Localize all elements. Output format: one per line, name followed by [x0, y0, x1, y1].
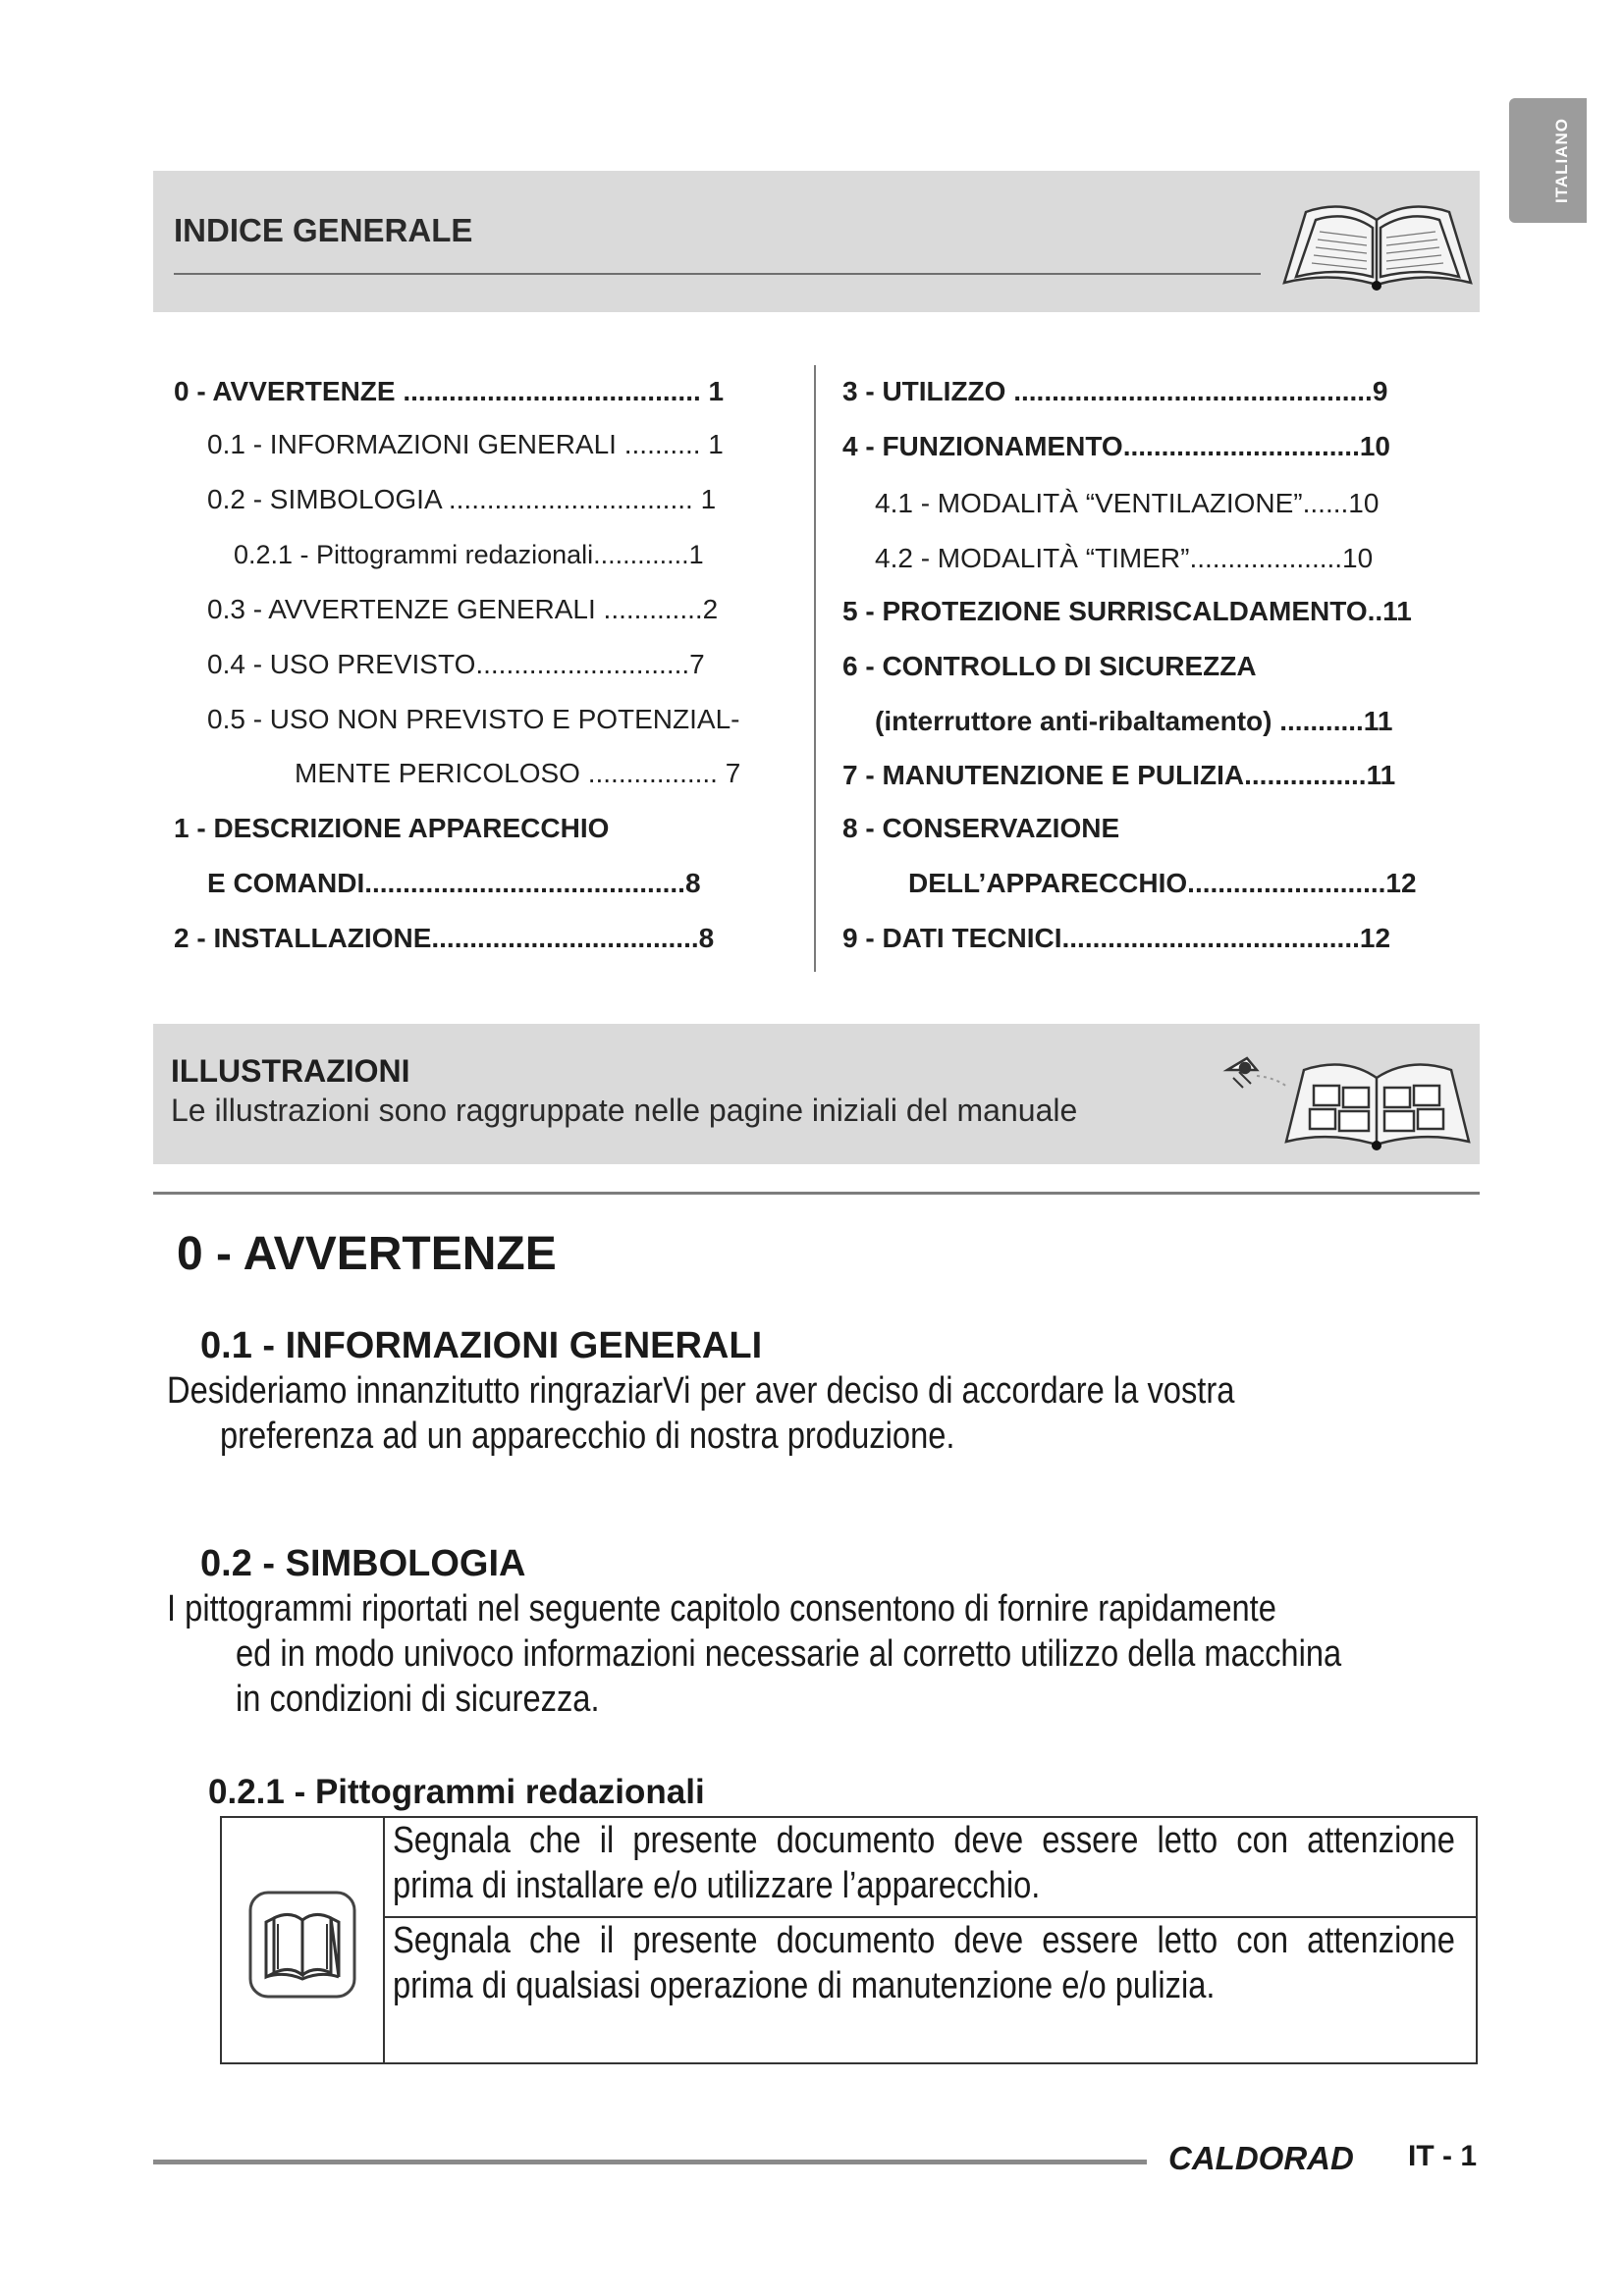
illustrated-book-icon [1218, 1048, 1475, 1151]
toc-item-2[interactable]: 2 - INSTALLAZIONE...................................8 [174, 923, 715, 953]
language-tab [1509, 98, 1587, 223]
section-title: 0 - AVVERTENZE [177, 1228, 557, 1280]
toc-item-6[interactable]: 6 - CONTROLLO DI SICUREZZA [842, 651, 1257, 681]
manual-book-icon [248, 1891, 356, 1999]
toc-item-0[interactable]: 0 - AVVERTENZE ....................................... 1 [174, 376, 725, 406]
toc-item-5[interactable]: 5 - PROTEZIONE SURRISCALDAMENTO..11 [842, 596, 1412, 626]
footer-brand: CALDORAD [1168, 2140, 1354, 2176]
toc-item-8[interactable]: 8 - CONSERVAZIONE [842, 813, 1120, 843]
footer-rule [153, 2160, 1147, 2164]
paragraph-0-2-line2: ed in modo univoco informazioni necessarie al corretto utilizzo della macchina [236, 1633, 1342, 1675]
open-book-icon [1276, 187, 1478, 294]
subsection-0-1-title: 0.1 - INFORMAZIONI GENERALI [200, 1325, 763, 1366]
table-row-2-text: Segnala che il presente documento deve essere letto con attenzione prima di qualsiasi operazione di manutenzione e/o pulizia. [393, 1920, 1455, 2006]
index-title: INDICE GENERALE [174, 212, 473, 248]
toc-item-6-cont[interactable]: (interruttore anti-ribaltamento) ...........11 [875, 706, 1393, 736]
subsection-0-2-title: 0.2 - SIMBOLOGIA [200, 1543, 526, 1584]
toc-item-0-4[interactable]: 0.4 - USO PREVISTO............................7 [207, 649, 705, 679]
toc-item-0-5[interactable]: 0.5 - USO NON PREVISTO E POTENZIAL- [207, 704, 740, 734]
subsection-0-2-1-title: 0.2.1 - Pittogrammi redazionali [208, 1773, 705, 1811]
toc-item-0-1[interactable]: 0.1 - INFORMAZIONI GENERALI .......... 1 [207, 429, 724, 459]
toc-item-3[interactable]: 3 - UTILIZZO ...............................................9 [842, 376, 1388, 406]
illustrations-text: Le illustrazioni sono raggruppate nelle pagine iniziali del manuale [171, 1093, 1078, 1128]
index-underline [174, 273, 1261, 275]
paragraph-0-1-line2: preferenza ad un apparecchio di nostra produzione. [220, 1415, 955, 1457]
toc-item-1[interactable]: 1 - DESCRIZIONE APPARECCHIO [174, 813, 610, 843]
toc-item-1-cont[interactable]: E COMANDI..........................................8 [207, 868, 701, 898]
table-row-1-text: Segnala che il presente documento deve essere letto con attenzione prima di installare e/o utilizzare l’apparecchio. [393, 1820, 1455, 1906]
language-tab-label: ITALIANO [1551, 118, 1571, 204]
paragraph-0-2-line1: I pittogrammi riportati nel seguente capitolo consentono di fornire rapidamente [167, 1588, 1276, 1629]
paragraph-0-1-line1: Desideriamo innanzitutto ringraziarVi per aver deciso di accordare la vostra [167, 1370, 1235, 1412]
toc-column-divider [814, 365, 816, 972]
paragraph-0-2-line3: in condizioni di sicurezza. [236, 1679, 600, 1720]
toc-item-0-2[interactable]: 0.2 - SIMBOLOGIA ................................ 1 [207, 484, 717, 514]
toc-item-0-3[interactable]: 0.3 - AVVERTENZE GENERALI .............2 [207, 594, 719, 624]
toc-item-8-cont[interactable]: DELL’APPARECCHIO..........................12 [908, 868, 1417, 898]
toc-item-4-2[interactable]: 4.2 - MODALITÀ “TIMER”....................10 [875, 543, 1374, 573]
toc-item-9[interactable]: 9 - DATI TECNICI.......................................12 [842, 923, 1391, 953]
toc-item-4-1[interactable]: 4.1 - MODALITÀ “VENTILAZIONE”......10 [875, 488, 1380, 518]
toc-item-0-5-cont[interactable]: MENTE PERICOLOSO ................. 7 [295, 758, 741, 788]
section-divider [153, 1192, 1480, 1195]
footer-page-number: IT - 1 [1408, 2140, 1478, 2172]
toc-item-7[interactable]: 7 - MANUTENZIONE E PULIZIA................11 [842, 760, 1396, 790]
toc-item-0-2-1[interactable]: 0.2.1 - Pittogrammi redazionali.............1 [234, 540, 704, 569]
toc-item-4[interactable]: 4 - FUNZIONAMENTO...............................10 [842, 431, 1391, 461]
table-column-divider [383, 1816, 385, 2064]
illustrations-title: ILLUSTRAZIONI [171, 1053, 410, 1089]
